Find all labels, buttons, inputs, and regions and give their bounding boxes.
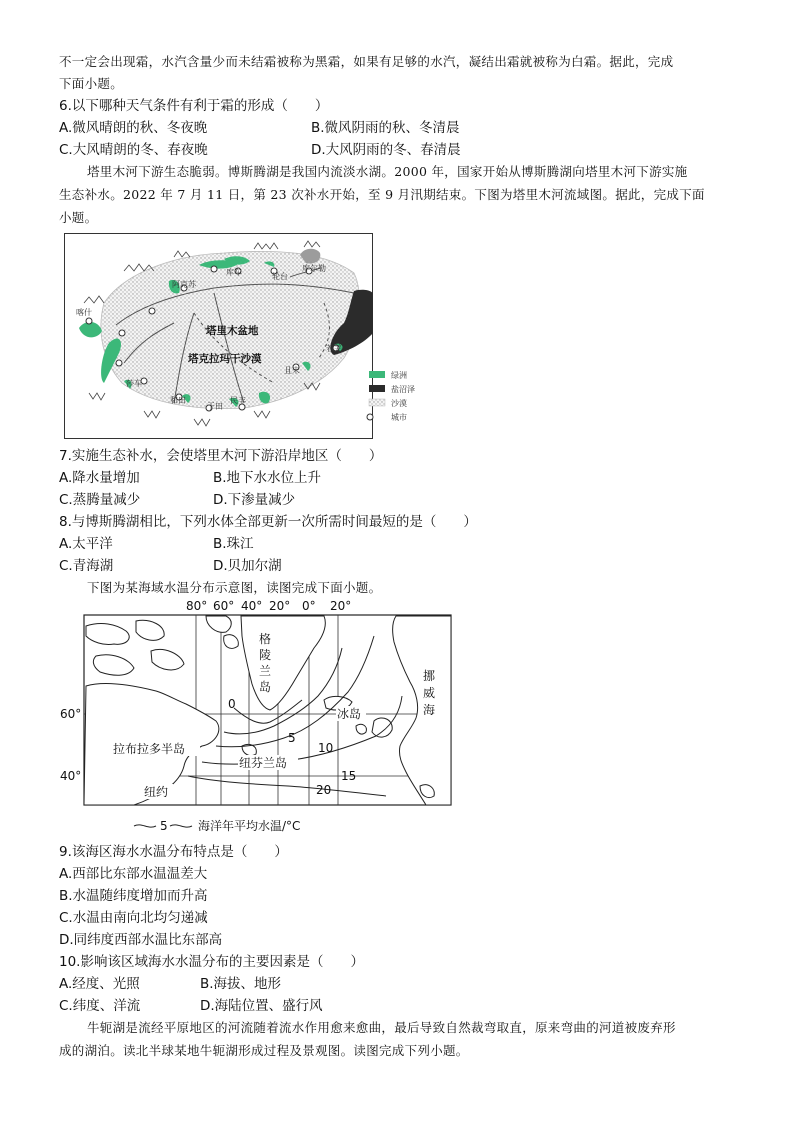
basin-label: 塔里木盆地 — [206, 325, 259, 337]
norway-sea-label-2: 威 — [423, 686, 436, 700]
q7-stem: 7.实施生态补水，会使塔里木河下游沿岸地区（ ） — [59, 448, 383, 464]
city-label-qiemo: 且末 — [284, 366, 300, 375]
legend-oasis-label: 绿洲 — [391, 371, 407, 380]
q6-stem: 6.以下哪种天气条件有利于霜的形成（ ） — [59, 98, 329, 114]
greenland-label-2: 陵 — [259, 648, 272, 662]
lon-label-60w: 60° — [213, 599, 235, 613]
lon-label-0: 0° — [302, 599, 316, 613]
isotherm-label-10: 10 — [318, 741, 334, 755]
legend-isotherm-value: 5 — [160, 819, 168, 833]
city-label-korla: 库尔勒 — [302, 264, 326, 273]
legend-desert-label: 沙漠 — [391, 399, 407, 408]
q9-option-c: C.水温由南向北均匀递减 — [59, 910, 208, 926]
intro-oxbow-line1: 牛轭湖是流经平原地区的河流随着流水作用愈来愈曲，最后导致自然裁弯取直，原来弯曲的河道被废弃形 — [87, 1020, 676, 1035]
q9-option-a: A.西部比东部水温温差大 — [59, 866, 208, 882]
q6-option-d: D.大风阴雨的冬、春清晨 — [311, 142, 461, 158]
q7-option-d: D.下渗量减少 — [213, 492, 296, 508]
lat-label-40n: 40° — [60, 769, 82, 783]
q8-stem: 8.与博斯腾湖相比，下列水体全部更新一次所需时间最短的是（ ） — [59, 514, 477, 530]
map-legend — [367, 370, 415, 422]
intro-oxbow-line2: 成的湖泊。读北半球某地牛轭湖形成过程及景观图。读图完成下列小题。 — [59, 1043, 469, 1058]
intro-frost-line1: 不一定会出现霜，水汽含量少而未结霜被称为黑霜，如果有足够的水汽，凝结出霜就被称为白霜。据此，完成 — [59, 54, 674, 69]
norway-sea-label-3: 海 — [423, 703, 436, 717]
norway-sea-label-1: 挪 — [423, 669, 436, 683]
lon-label-80w: 80° — [186, 599, 208, 613]
tarim-river-basin-map — [64, 233, 415, 439]
q8-option-c: C.青海湖 — [59, 558, 114, 574]
legend-city-label: 城市 — [391, 413, 407, 422]
isotherm-label-5: 5 — [288, 731, 296, 745]
newfoundland-label: 纽芬兰岛 — [239, 756, 288, 770]
q6-option-b: B.微风阴雨的秋、冬清晨 — [311, 120, 460, 136]
q8-option-d: D.贝加尔湖 — [213, 558, 282, 574]
city-label-kashi: 喀什 — [76, 308, 92, 317]
q10-option-c: C.纬度、洋流 — [59, 998, 141, 1014]
intro-tarim-line3: 小题。 — [59, 210, 98, 225]
q7-option-c: C.蒸腾量减少 — [59, 492, 141, 508]
legend-salt-marsh-label: 盐沼泽 — [391, 385, 415, 394]
city-label-ruoqiang: 若羌 — [326, 344, 342, 353]
lon-label-20w: 20° — [269, 599, 291, 613]
intro-tarim-line1: 塔里木河下游生态脆弱。博斯腾湖是我国内流淡水湖。2000 年，国家开始从博斯腾湖向塔里木河下游实施 — [87, 164, 688, 179]
q9-option-d: D.同纬度西部水温比东部高 — [59, 932, 223, 948]
greenland-label-1: 格 — [259, 632, 272, 646]
lon-label-20e: 20° — [330, 599, 352, 613]
q9-option-b: B.水温随纬度增加而升高 — [59, 888, 208, 904]
q10-option-a: A.经度、光照 — [59, 976, 140, 992]
q6-option-c: C.大风晴朗的冬、春夜晚 — [59, 142, 208, 158]
city-label-yutian: 于田 — [207, 402, 223, 411]
sea-temperature-map — [56, 596, 456, 836]
city-label-shache: 莎车 — [126, 379, 142, 388]
q10-option-d: D.海陆位置、盛行风 — [200, 998, 323, 1014]
desert-label: 塔克拉玛干沙漠 — [188, 353, 262, 365]
legend-isotherm-text: 海洋年平均水温/°C — [198, 819, 301, 833]
newyork-label: 纽约 — [144, 785, 169, 799]
q7-option-b: B.地下水水位上升 — [213, 470, 322, 486]
intro-frost-line2: 下面小题。 — [59, 76, 124, 91]
isotherm-legend — [134, 818, 300, 833]
intro-tarim-line2: 生态补水。2022 年 7 月 11 日，第 23 次补水开始，至 9 月汛期结束。下图为塔里木河流域图。据此，完成下面 — [59, 187, 705, 202]
city-label-kuche: 库车 — [226, 268, 242, 277]
city-label-aksu: 阿克苏 — [172, 280, 196, 289]
q8-option-b: B.珠江 — [213, 536, 254, 552]
lon-label-40w: 40° — [241, 599, 263, 613]
q8-option-a: A.太平洋 — [59, 536, 113, 552]
q6-option-a: A.微风晴朗的秋、冬夜晚 — [59, 120, 208, 136]
lat-label-60n: 60° — [60, 707, 82, 721]
city-label-luntai: 轮台 — [272, 272, 288, 281]
isotherm-label-0: 0 — [228, 697, 236, 711]
q9-stem: 9.该海区海水水温分布特点是（ ） — [59, 844, 288, 860]
q7-option-a: A.降水量增加 — [59, 470, 140, 486]
greenland-label-3: 兰 — [259, 664, 272, 678]
iceland-label: 冰岛 — [337, 707, 362, 721]
intro-sea: 下图为某海域水温分布示意图，读图完成下面小题。 — [87, 580, 382, 595]
q10-stem: 10.影响该区域海水水温分布的主要因素是（ ） — [59, 954, 364, 970]
isotherm-label-15: 15 — [341, 769, 357, 783]
city-label-minfeng: 民丰 — [230, 396, 246, 405]
isotherm-label-20: 20 — [316, 783, 332, 797]
greenland-label-4: 岛 — [259, 680, 272, 694]
city-label-hetian: 和田 — [170, 396, 186, 405]
q10-option-b: B.海拔、地形 — [200, 976, 282, 992]
labrador-label: 拉布拉多半岛 — [113, 742, 186, 756]
